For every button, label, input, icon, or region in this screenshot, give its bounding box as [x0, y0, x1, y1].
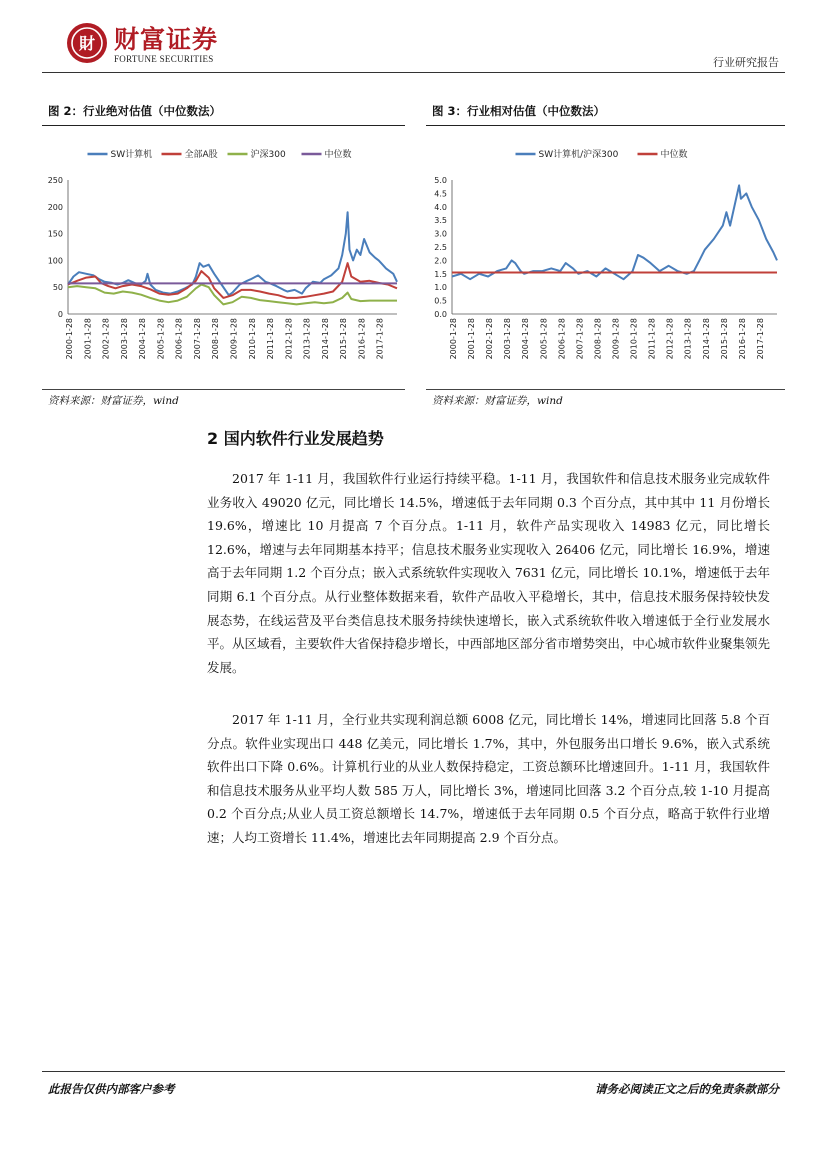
chart-1-x-tick-10: 2010-1-28	[629, 318, 639, 360]
chart-1-x-tick-7: 2007-1-28	[575, 318, 585, 360]
brand-name-en: FORTUNE SECURITIES	[114, 54, 214, 64]
figure-3-chart	[426, 130, 785, 388]
figure-3-bottom-rule	[426, 389, 785, 390]
figure-2-bottom-rule	[42, 389, 405, 390]
document-type: 行业研究报告	[713, 56, 779, 69]
figure-3-top-rule	[426, 125, 785, 126]
chart-0-x-tick-0: 2000-1-28	[65, 318, 74, 360]
chart-1-x-tick-0: 2000-1-28	[449, 318, 458, 360]
chart-1-series-line-0	[452, 185, 777, 279]
chart-1-legend-label-1: 中位数	[660, 150, 688, 160]
chart-0-y-tick-2: 100	[47, 256, 63, 266]
chart-0-y-tick-0: 0	[57, 310, 63, 319]
header-divider	[42, 72, 785, 73]
chart-0-legend-label-2: 沪深300	[250, 150, 286, 160]
footer-divider	[42, 1071, 785, 1072]
chart-1-x-tick-5: 2005-1-28	[539, 318, 549, 360]
chart-0-x-tick-4: 2004-1-28	[138, 318, 148, 360]
chart-1-y-tick-6: 3.0	[434, 229, 447, 239]
chart-0-x-tick-17: 2017-1-28	[375, 318, 385, 360]
chart-0-y-tick-3: 150	[47, 229, 63, 239]
figure-3-title: 图 3：行业相对估值（中位数法）	[432, 104, 606, 118]
fortune-securities-logo	[66, 22, 108, 64]
chart-1-y-tick-3: 1.5	[434, 269, 447, 279]
chart-1-y-tick-1: 0.5	[434, 296, 447, 306]
chart-0-legend-label-3: 中位数	[324, 150, 352, 160]
chart-0-x-tick-11: 2011-1-28	[266, 318, 276, 360]
chart-0-x-tick-2: 2002-1-28	[101, 318, 111, 360]
chart-0-x-tick-1: 2001-1-28	[83, 318, 93, 360]
chart-1-x-tick-13: 2013-1-28	[683, 318, 693, 360]
section-heading: 2 国内软件行业发展趋势	[207, 429, 384, 448]
figure-2-source: 资料来源：财富证券，wind	[48, 395, 179, 407]
chart-0-x-tick-9: 2009-1-28	[229, 318, 239, 360]
footer-disclaimer-left: 此报告仅供内部客户参考	[48, 1082, 175, 1096]
chart-0-legend-label-1: 全部A股	[184, 150, 218, 160]
chart-0-x-tick-6: 2006-1-28	[174, 318, 184, 360]
chart-0-x-tick-16: 2016-1-28	[357, 318, 367, 360]
footer-disclaimer-right: 请务必阅读正文之后的免责条款部分	[595, 1082, 779, 1096]
chart-1-x-tick-8: 2008-1-28	[593, 318, 603, 360]
figure-2-top-rule	[42, 125, 405, 126]
chart-1-y-tick-5: 2.5	[434, 243, 447, 252]
chart-1-y-tick-2: 1.0	[434, 283, 447, 293]
chart-1-x-tick-2: 2002-1-28	[485, 318, 495, 360]
chart-1-x-tick-17: 2017-1-28	[755, 318, 765, 360]
chart-0-x-tick-13: 2013-1-28	[302, 318, 312, 360]
figure-3-source: 资料来源：财富证券，wind	[432, 395, 563, 407]
chart-0-y-tick-4: 200	[47, 202, 63, 212]
chart-1-y-tick-8: 4.0	[434, 202, 447, 212]
chart-0-x-tick-8: 2008-1-28	[211, 318, 221, 360]
chart-1-y-tick-9: 4.5	[434, 189, 447, 199]
brand-name-cn: 财富证券	[114, 25, 219, 54]
chart-0-y-tick-5: 250	[47, 176, 63, 185]
chart-1-y-tick-7: 3.5	[434, 216, 447, 226]
chart-1-x-tick-1: 2001-1-28	[467, 318, 477, 360]
chart-1-y-tick-4: 2.0	[434, 256, 447, 266]
chart-1-x-tick-14: 2014-1-28	[701, 318, 711, 360]
figure-2-chart	[42, 130, 405, 388]
chart-1-x-tick-12: 2012-1-28	[665, 318, 675, 360]
logo-seal-glyph: 財	[78, 34, 96, 53]
chart-0-x-tick-10: 2010-1-28	[247, 318, 257, 360]
chart-1-y-tick-0: 0.0	[434, 310, 447, 319]
chart-0-x-tick-12: 2012-1-28	[284, 318, 294, 360]
chart-1-x-tick-6: 2006-1-28	[557, 318, 567, 360]
chart-1-x-tick-4: 2004-1-28	[521, 318, 531, 360]
chart-0-x-tick-7: 2007-1-28	[192, 318, 202, 360]
chart-1-x-tick-9: 2009-1-28	[611, 318, 621, 360]
figure-2-title: 图 2：行业绝对估值（中位数法）	[48, 104, 222, 118]
chart-0-legend-label-0: SW计算机	[110, 150, 153, 160]
paragraph-2: 2017 年 1-11 月，全行业共实现利润总额 6008 亿元，同比增长 14%，增速同比回落 5.8 个百分点。软件业实现出口 448 亿美元，同比增长 1.7%，其中，外包服务出口增长 9.6%，嵌入式系统软件出口下降 0.6%。计算机行业的从业人数保持稳定，工资总额环比增速回升。1-11 月，我国软件和信息技术服务从业平均人数 585 万人，同比增长 3%，增速同比回落 3.2 个百分点,较 1-10 月提高 0.2 个百分点;从业人员工资总额增长 14.7%，增速低于去年同期 0.5 个百分点，略高于软件行业增速；人均工资增长 11.4%，增速比去年同期提高 2.9 个百分点。	[207, 712, 770, 845]
chart-1-y-tick-10: 5.0	[434, 176, 447, 185]
chart-0-x-tick-5: 2005-1-28	[156, 318, 166, 360]
chart-1-x-tick-11: 2011-1-28	[647, 318, 657, 360]
chart-1-x-tick-3: 2003-1-28	[503, 318, 513, 360]
chart-1-legend-label-0: SW计算机/沪深300	[538, 150, 619, 160]
chart-1-x-tick-16: 2016-1-28	[737, 318, 747, 360]
paragraph-1: 2017 年 1-11 月，我国软件行业运行持续平稳。1-11 月，我国软件和信息技术服务业完成软件业务收入 49020 亿元，同比增长 14.5%，增速低于去年同期 0.3 个百分点，其中其中 11 月份增长 19.6%，增速比 10 月提高 7 个百分点。1-11 月，软件产品实现收入 14983 亿元，同比增长 12.6%，增速与去年同期基本持平；信息技术服务业实现收入 26406 亿元，同比增长 16.9%，增速高于去年同期 1.2 个百分点；嵌入式系统软件实现收入 7631 亿元，同比增长 10.1%，增速低于去年同期 6.1 个百分点。从行业整体数据来看，软件产品收入平稳增长，其中，信息技术服务保持较快发展态势，在线运营及平台类信息技术服务持续快速增长，嵌入式系统软件收入增速低于全行业发展水平。从区域看，主要软件大省保持稳步增长，中西部地区部分省市增势突出，中心城市软件业聚集领先发展。	[207, 471, 770, 675]
chart-1-x-tick-15: 2015-1-28	[719, 318, 729, 360]
chart-0-y-tick-1: 50	[52, 283, 63, 293]
chart-0-x-tick-15: 2015-1-28	[339, 318, 349, 360]
chart-0-x-tick-14: 2014-1-28	[320, 318, 330, 360]
chart-0-x-tick-3: 2003-1-28	[119, 318, 129, 360]
